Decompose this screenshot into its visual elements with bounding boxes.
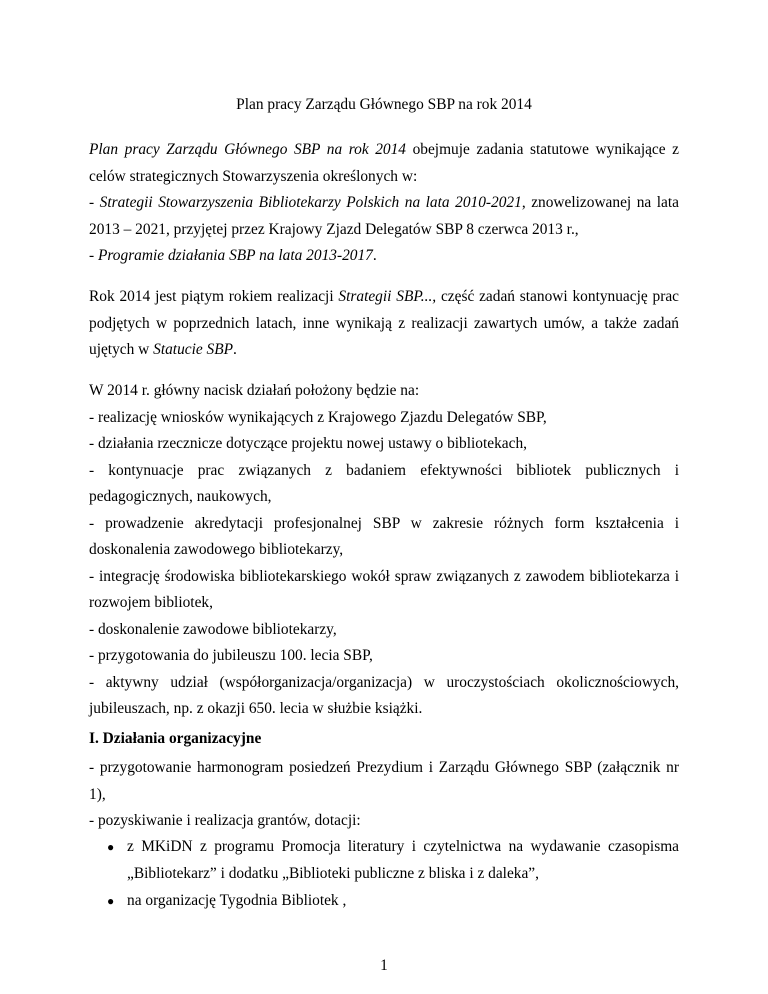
list-item-continuation: doskonalenia zawodowego bibliotekarzy,: [89, 541, 344, 558]
list-item-continuation: 1),: [89, 785, 106, 803]
intro-line-3: - Strategii Stowarzyszenia Bibliotekarzy Polskich na lata 2010-2021, znowelizowanej na lata: [89, 194, 679, 211]
list-item: - prowadzenie akredytacji profesjonalnej SBP w zakresie różnych form kształcenia i: [89, 514, 679, 532]
list-item-continuation: jubileuszach, np. z okazji 650. lecia w służbie książki.: [89, 700, 423, 717]
bullet-item: [107, 834, 679, 887]
list-item: - przygotowania do jubileuszu 100. lecia SBP,: [89, 647, 373, 664]
context-line-2: podjętych w poprzednich latach, inne wynikają z realizacji zawartych umów, a także zadań: [89, 314, 679, 332]
bullet-icon: ●: [107, 894, 115, 908]
list-item: - przygotowanie harmonogram posiedzeń Prezydium i Zarządu Głównego SBP (załącznik nr: [89, 759, 679, 776]
context-paragraph: [89, 284, 679, 364]
list-item: - realizację wniosków wynikających z Krajowego Zjazdu Delegatów SBP,: [89, 408, 547, 426]
bullet-line-1: na organizację Tygodnia Bibliotek ,: [127, 892, 347, 909]
intro-line-2: celów strategicznych Stowarzyszenia określonych w:: [89, 167, 418, 185]
intro-line-5: - Programie działania SBP na lata 2013-2017.: [89, 247, 377, 264]
list-item: - pozyskiwanie i realizacja grantów, dotacji:: [89, 812, 361, 829]
list-item-continuation: rozwojem bibliotek,: [89, 594, 213, 611]
bullet-line-2: „Bibliotekarz” i dodatku „Biblioteki publiczne z bliska i z daleka”,: [127, 864, 539, 882]
intro-italic-lead: Plan pracy Zarządu Głównego SBP na rok 2014: [89, 141, 406, 158]
list-item: - aktywny udział (współorganizacja/organizacja) w uroczystościach okolicznościowych,: [89, 673, 679, 691]
bullet-icon: ●: [107, 840, 115, 854]
bullet-line-1: z MKiDN z programu Promocja literatury i czytelnictwa na wydawanie czasopisma: [127, 838, 679, 855]
section-heading: I. Działania organizacyjne: [89, 730, 262, 747]
list-item-continuation: pedagogicznych, naukowych,: [89, 488, 272, 505]
focus-intro: W 2014 r. główny nacisk działań położony będzie na:: [89, 382, 420, 399]
list-item: - kontynuacje prac związanych z badaniem efektywności bibliotek publicznych i: [89, 461, 679, 479]
context-line-1: Rok 2014 jest piątym rokiem realizacji Strategii SBP..., część zadań stanowi kontynuację prac: [89, 288, 680, 305]
bullet-item: [107, 888, 679, 915]
intro-line-4: 2013 – 2021, przyjętej przez Krajowy Zjazd Delegatów SBP 8 czerwca 2013 r.,: [89, 220, 579, 238]
intro-paragraph: [89, 137, 679, 270]
focus-list: [89, 378, 679, 723]
context-line-3: ujętych w Statucie SBP.: [89, 341, 237, 358]
list-item: - doskonalenie zawodowe bibliotekarzy,: [89, 620, 337, 638]
list-item: - integrację środowiska bibliotekarskiego wokół spraw związanych z zawodem bibliotekarza i: [89, 567, 679, 585]
list-item: - działania rzecznicze dotyczące projektu nowej ustawy o bibliotekach,: [89, 435, 528, 452]
page-number: 1: [380, 957, 388, 974]
intro-line-1: Plan pracy Zarządu Głównego SBP na rok 2014 obejmuje zadania statutowe wynikające z: [89, 141, 679, 158]
section-1-list: [89, 755, 679, 835]
page-title: Plan pracy Zarządu Głównego SBP na rok 2014: [236, 96, 532, 113]
